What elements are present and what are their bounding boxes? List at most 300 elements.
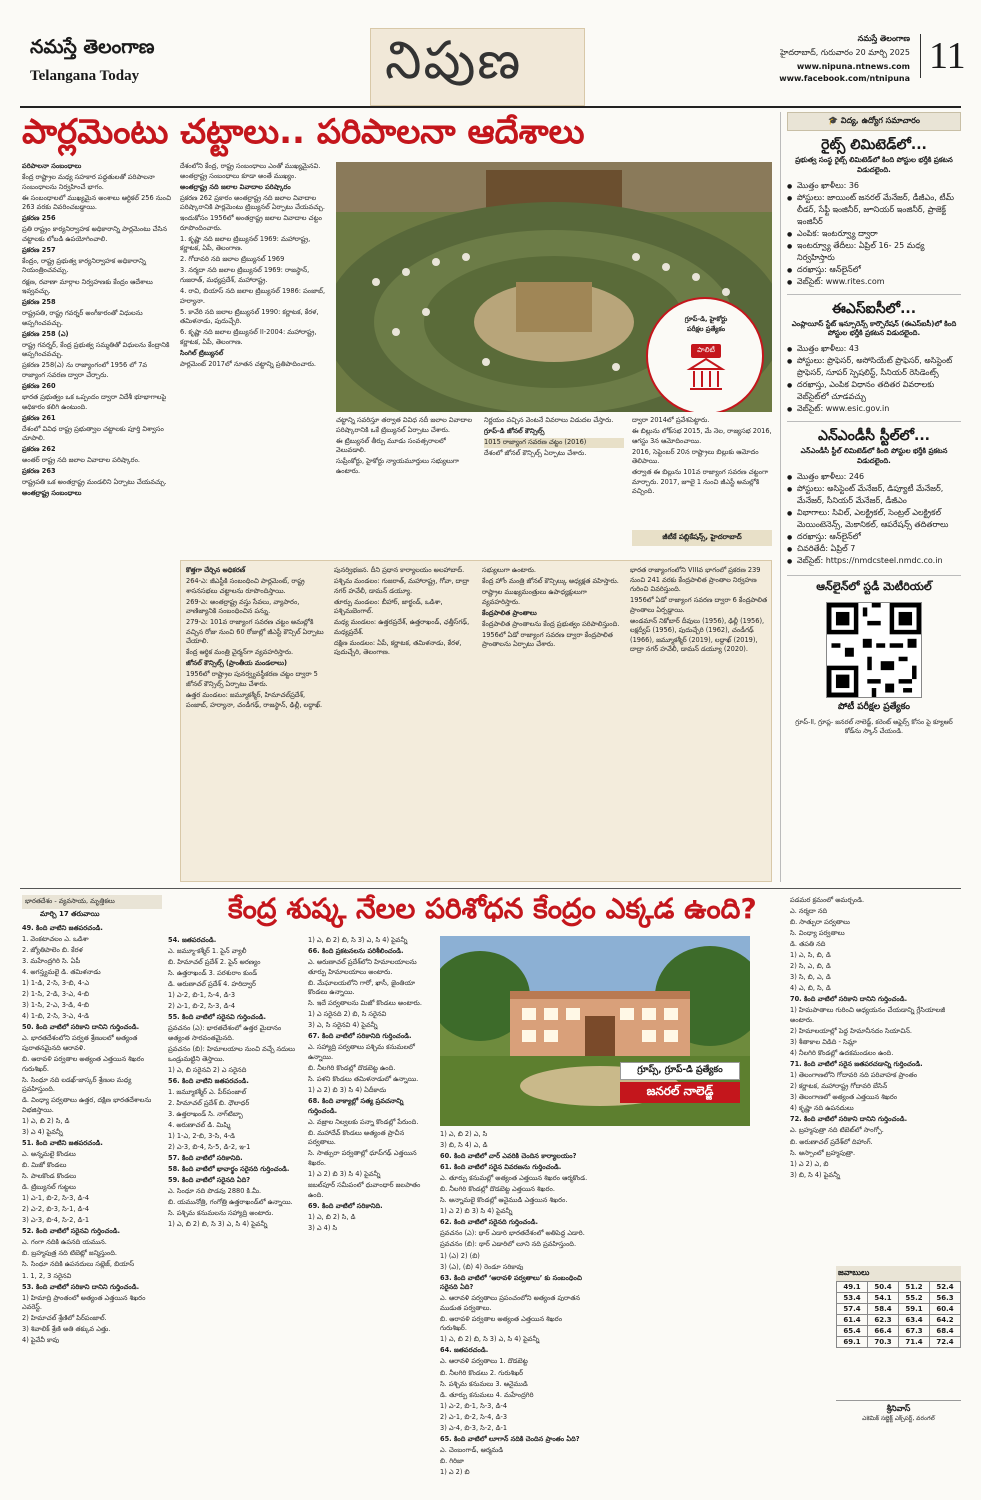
section-title: నిపుణ — [385, 31, 523, 91]
text-line: రాష్ట్రాల ముఖ్యమంత్రులు ఉపాధ్యక్షులుగా వ్యవహరిస్తారు. — [482, 588, 587, 606]
quiz-line: బి. నీలగిరి కొండలు 2. గురుశిఖర్ — [440, 1368, 524, 1377]
text-line: ప్రకరణ 258 (ఎ) — [22, 329, 69, 338]
list-item: ● మొత్తం ఖాళీలు: 36 — [787, 180, 961, 192]
article2-headline: కేంద్ర శుష్క నేలల పరిశోధన కేంద్రం ఎక్కడ ఉంది? — [228, 892, 757, 925]
quiz-line: 3) బి, సి 4) పైవన్నీ — [790, 1170, 840, 1179]
article1-sec2-col2 — [334, 566, 474, 878]
quiz-line: బి. నీలగిరి కొండల్లో దొడబెట్ట ఉంది. — [308, 1064, 396, 1073]
answer-cell: 58.4 — [868, 1304, 899, 1315]
job-title: ఎన్ఎండీసీ స్టీల్‌లో... — [817, 428, 930, 445]
quiz-line: బి. హిమాచల్ ప్రదేశ్ 2. పైన్ అరణ్యం — [168, 958, 261, 967]
dateline: హైదరాబాద్, గురువారం 20 మార్చి 2025 — [780, 48, 910, 57]
quiz-line: సి. వింధ్యా పర్వతాలు — [790, 929, 845, 938]
qr-note: గ్రూప్-ll, గ్రూప్ల- జనరల్ నాలెడ్జ్, కరెంట్ అఫైర్స్ కోసం పై క్యూఆర్ కోడ్‌ను స్కాన్ చేయండి. — [795, 717, 953, 735]
photo-badge-line2: జనరల్ నాలెడ్జ్ — [620, 1082, 740, 1103]
quiz-line: 65. కింది వాటిలో లూగాన్ నదికి చెందిన ప్రాంతం ఏది? — [440, 1434, 580, 1443]
text-line: కేంద్రం, రాష్ట్ర ప్రభుత్వ కార్యనిర్వాహక అధికారాన్ని నియంత్రించవచ్చు. — [22, 256, 146, 275]
text-line: 279-ఎ: 101వ రాజ్యాంగ సవరణ చట్టం అమల్లోకి వచ్చిన రోజు నుంచి 60 రోజుల్లో జీఎస్టీ కౌన్సిల్ ఏర్పాటు చేయాలి. — [186, 618, 324, 646]
text-line: ఇందుకోసం 1956లో అంతర్రాష్ట్ర జలాల వివాదాల చట్టం రూపొందించారు. — [180, 214, 322, 232]
text-line: సభ్యులుగా ఉంటారు. — [482, 566, 537, 574]
quiz-line: 3) సి, బి, ఎ, డి — [790, 973, 831, 982]
list-item: ● పోస్టులు: ప్రొఫెసర్, అసోసియేట్ ప్రొఫెసర్, అసిస్టెంట్ ప్రొఫెసర్, సూపర్ స్పెషలిస్ట్, సీనియర్ రెసిడెంట్స్ — [787, 355, 961, 379]
quiz-line: ఎ. సింధూ నది పొడవు 2880 కి.మీ. — [168, 1187, 262, 1196]
list-item: ● ఇంటర్వ్యూ తేదీలు: ఏప్రిల్ 16- 25 మధ్య నిర్వహిస్తారు — [787, 240, 961, 264]
qr-caption: పోటీ పరీక్షల ప్రత్యేకం — [838, 701, 910, 712]
qr-code-icon — [827, 603, 921, 697]
quiz-line: బి. అరుణాచల్ ప్రదేశ్‌లో దిహాంగ్. — [790, 1137, 873, 1146]
text-line: అంతర్రాష్ట్ర సంబంధాలు — [22, 489, 82, 498]
job-title: ఈఎస్ఐసీలో... — [831, 300, 917, 317]
answer-cell: 63.4 — [899, 1315, 930, 1326]
text-line: దేశంలో జోనల్ కౌన్సిల్స్ ఏర్పాటు చేశారు. — [484, 449, 587, 458]
quiz-line: 4. అగస్త్యమలై డి. తమిళనాడు — [22, 968, 101, 977]
quiz-line: 1) ఎ సరైనది 2) బి, సి సరైనవి — [308, 1010, 387, 1019]
job-intro: ఎన్ఎండీసీ స్టీల్ లిమిటెడ్‌లో కింది పోస్టుల భర్తీకి ప్రకటన విడుదలైంది. — [800, 447, 948, 465]
section-rule — [20, 888, 961, 889]
answer-cell: 57.4 — [837, 1304, 868, 1315]
research-centre-photo — [440, 936, 750, 1126]
quiz-line: 4) నీలగిరి కొండల్లో ఉదకమండలం ఉంది. — [790, 1049, 894, 1058]
job-title: రైట్స్ లిమిటెడ్‌లో... — [821, 137, 927, 153]
text-line: కేంద్ర రాష్ట్రాల మధ్య సహకార పద్ధతులతో పరిపాలనా సంబంధాలను నిర్వహించే భాగం. — [22, 173, 155, 191]
text-line: సుప్రీంకోర్టు, హైకోర్టు న్యాయమూర్తులు సభ్యులుగా ఉంటారు. — [336, 457, 459, 475]
subject-pill: పాలిటీ — [691, 344, 721, 358]
text-line: 1956లో ఏడో రాజ్యాంగ సవరణ ద్వారా కేంద్రపాలిత ప్రాంతాలను ఏర్పాటు చేశారు. — [482, 630, 613, 649]
quiz-line: 3. ఉత్తరాఖండ్ సి. నాగ్‌టిబ్బా — [168, 1109, 243, 1118]
quiz-col1 — [22, 924, 162, 1484]
list-item: ● చివరితేదీ: ఏప్రిల్ 7 — [787, 543, 961, 555]
quiz-line: 1) ఎ-2, బి-1, సి-3, డి-4 — [440, 1401, 508, 1410]
article1-col3 — [336, 416, 476, 544]
quiz-line: 64. జతపరచండి. — [440, 1346, 489, 1355]
job-block — [787, 428, 961, 567]
text-line: రాష్ట్ర గవర్నర్, కేంద్ర ప్రభుత్వ సమ్మతితో విధులను కేంద్రానికి అప్పగించవచ్చు. — [22, 340, 170, 359]
badge-line2: పరీక్షల ప్రత్యేకం — [686, 325, 726, 333]
text-line: దేశంలోని కేంద్ర, రాష్ట్ర సంబంధాలు ఎంతో ముఖ్యమైనవి. అంతర్రాష్ట్ర సంబంధాలు కూడా అంతే ముఖ్యం. — [180, 162, 321, 180]
job-intro: ఎంప్లాయీస్ స్టేట్ ఇన్సూరెన్స్ కార్పొరేషన్ (ఈఎస్ఐసీ)లో కింది పోస్టుల భర్తీకి ప్రకటన విడుదలైంది. — [791, 319, 957, 338]
quiz-line: ప్రవచనం (బి): థార్ ఎడారిలో లూని నది ప్రవహిస్తుంది. — [440, 1240, 577, 1249]
study-material-heading: ఆన్‌లైన్‌లో స్టడీ మెటీరియల్ — [787, 575, 961, 596]
quiz-line: 1) తెలంగాణలోని గోదావరి నది పరివాహక ప్రాంతం — [790, 1071, 918, 1080]
answer-cell: 61.4 — [837, 1315, 868, 1326]
quiz-line: 1) ఎ, బి 2) బి, సి 3) ఎ, సి 4) పైవన్నీ — [308, 936, 408, 944]
quiz-line: 56. కింది వాటిని జతపరచండి. — [168, 1076, 249, 1085]
quiz-line: సి. పశ్చిమ కనుమలు 3. ఆనైముడి — [440, 1379, 528, 1388]
quiz-line: 3) ఎ 4) పైవన్నీ — [22, 1127, 63, 1136]
quiz-col4 — [596, 1130, 756, 1484]
quiz-line: డి. తూర్పు కనుమలు 4. మహేంద్రగిరి — [440, 1390, 534, 1399]
quiz-line: ఎ. వజ్రాల నిల్వలకు పన్నా కొండల్లో పేరుంది. — [308, 1117, 419, 1126]
quiz-line: 3) ఎ-4, బి-3, సి-2, డి-1 — [440, 1423, 508, 1432]
text-line: ప్రకరణ 261 — [22, 413, 56, 422]
quiz-line: ఎ. సహ్యాద్రి పర్వతాలు పశ్చిమ కనుమలలో ఉన్నాయి. — [308, 1043, 415, 1062]
quiz-line: 68. కింది వాక్యాల్లో సత్య ప్రవచనాన్ని గుర్తించండి. — [308, 1097, 404, 1115]
quiz-col5 — [790, 896, 961, 1260]
text-line: రాష్ట్రపతి ఒక అంతర్రాష్ట్ర మండలిని ఏర్పాటు చేయవచ్చు. — [22, 478, 167, 487]
quiz-line: బి. ఆరావళి పర్వతాల అత్యంత ఎత్తయిన శిఖరం గురుశిఖర్. — [440, 1314, 563, 1333]
quiz-line: 3) శివాలిక్ శ్రేణి అతి తక్కువ ఎత్తు. — [22, 1325, 111, 1334]
quiz-line: 2. హిమాచల్ ప్రదేశ్ బి. ధౌలాధర్ — [168, 1098, 250, 1107]
text-line: దక్షిణ మండలం: ఏపీ, కర్ణాటక, తమిళనాడు, కేరళ, పుదుచ్చేరి, తెలంగాణ. — [334, 638, 462, 657]
section-logo-box — [370, 28, 585, 106]
quiz-line: 4) ఎ, బి, సి, డి — [790, 984, 831, 993]
quiz-line: 2) 1-సి, 2-డి, 3-ఎ, 4-బి — [22, 990, 90, 999]
quiz-col2b — [308, 936, 434, 1484]
quiz-line: 3) ఎ, సి సరైనవి 4) పైవన్నీ — [308, 1021, 378, 1030]
text-line: భారత రాజ్యాంగంలోని VIIIవ భాగంలో ప్రకరణ 239 నుంచి 241 వరకు కేంద్రపాలిత ప్రాంతాల నిర్వహణ గురించి వివరిస్తుంది. — [630, 566, 761, 594]
text-line: 269-ఎ: అంతర్రాష్ట్ర వస్తు సేవలు, వ్యాపారం, వాణిజ్యానికి సంబంధించిన పన్ను. — [186, 597, 300, 616]
quiz-line: 1) ఎ 2) బి 3) సి 4) ఏదీకాదు — [308, 1086, 387, 1095]
quiz-line: 66. కింది ప్రకటనలను పరిశీలించండి. — [308, 947, 404, 956]
job-details — [787, 343, 961, 415]
photo-badge — [620, 1062, 740, 1103]
text-line: రాష్ట్రపతి, రాష్ట్ర గవర్నర్ అంగీకారంతో విధులను అప్పగించవచ్చు. — [22, 309, 143, 327]
text-line: ప్రకరణ 257 — [22, 245, 56, 254]
website-link[interactable]: www.nipuna.ntnews.com — [796, 62, 910, 71]
text-line: 4. రావి, బియాస్ నది జలాల ట్రిబ్యునల్ 1986: పంజాబ్, హర్యానా. — [180, 287, 326, 305]
answer-cell: 64.2 — [930, 1315, 961, 1326]
quiz-line: 1) ఎ 2) బి 3) సి 4) పైవన్నీ — [308, 1170, 381, 1179]
quiz-line: ఎ. అన్నమలై కొండలు — [22, 1149, 76, 1158]
quiz-line: బి. ఆరావళి పర్వతాల అత్యంత ఎత్తయిన శిఖరం గురుశిఖర్. — [22, 1055, 145, 1073]
text-line: పశ్చిమ మండలం: గుజరాత్, మహారాష్ట్ర, గోవా, దాద్రా నగర్ హవేలీ, డామన్ డయ్యూ. — [334, 577, 470, 595]
quiz-line: బి. మహాదేవ్ కొండలు అత్యంత ప్రాచీన పర్వతాలు. — [308, 1128, 405, 1147]
text-line: ప్రకరణ 256 — [22, 214, 56, 223]
author-desc: ఎకెమిక్ సబ్జెక్ట్ ఎక్స్‌పర్ట్, వరంగల్ — [862, 1415, 935, 1422]
job-details — [787, 180, 961, 288]
answer-cell: 51.2 — [899, 1282, 930, 1293]
quiz-line: 1) ఎ-1, బి-2, సి-3, డి-4 — [22, 1194, 90, 1203]
list-item: ● పోస్టులు: అసిస్టెంట్ మేనేజర్, డిప్యూటీ మేనేజర్, మేనేజర్, సీనియర్ మేనేజర్, డీజీఎం — [787, 483, 961, 507]
answers-title: జవాబులు — [836, 1266, 961, 1281]
author-box — [836, 1400, 961, 1423]
text-line: జోనల్ కౌన్సిల్స్ (ప్రాంతీయ మండలాలు) — [186, 659, 288, 668]
answer-cell: 53.4 — [837, 1293, 868, 1304]
quiz-line: 4) కృష్ణా నది ఉపనదులు — [790, 1104, 854, 1113]
quiz-line: బి. సాత్పురా పర్వతాలు — [790, 918, 850, 927]
table-row — [837, 1304, 961, 1315]
article1-sec2-col1 — [186, 566, 326, 878]
answer-cell: 60.4 — [930, 1304, 961, 1315]
quiz-line: ఎ. చెంబంగాడ్, ఆర్మమడి — [440, 1445, 504, 1454]
list-item[interactable]: ● వెబ్‌సైట్: www.rites.com — [787, 276, 961, 288]
quiz-line: 58. కింది వాటిలో భావార్థం సరైనది గుర్తించండి. — [168, 1164, 290, 1173]
quiz-line: 1) ఎ 2) ఎ, బి — [790, 1159, 829, 1168]
quiz-line: 69. కింది వాటిలో సరికానిది. — [308, 1201, 383, 1210]
quiz-line: సి. ఉత్తరాఖండ్ 3. పరశురాం కుండ్ — [168, 969, 258, 978]
quiz-line: 2) సి, ఎ, బి, డి — [790, 962, 831, 971]
answer-cell: 71.4 — [899, 1337, 930, 1348]
table-row — [837, 1282, 961, 1293]
photo-badge-line1: గ్రూప్స్, గ్రూప్-డి ప్రత్యేకం — [620, 1062, 740, 1080]
quiz-line: 1) 1-ఎ, 2-బి, 3-సి, 4-డి — [168, 1131, 236, 1140]
answer-cell: 66.4 — [868, 1326, 899, 1337]
quiz-line: 4) 1-బి, 2-సి, 3-ఎ, 4-డి — [22, 1012, 90, 1021]
quiz-line: 1) ఎ, బి సరైనవి 2) ఎ సరైనది — [168, 1065, 247, 1074]
quiz-line: డి. వింధ్యా పర్వతాలు ఉత్తర, దక్షిణ భారతదేశాలను విభజిస్తాయి. — [22, 1096, 152, 1114]
job-block — [787, 301, 961, 416]
answer-cell: 68.4 — [930, 1326, 961, 1337]
quiz-line: 1) హిమపాతాలు గురించి అధ్యయనం చేయడాన్ని గ్లేసియాలజీ అంటారు. — [790, 1006, 946, 1025]
text-line: అండమాన్ నికోబార్ దీవులు (1956), ఢిల్లీ (1956), లక్షద్వీప్ (1956), పుదుచ్చేరి (1962), చండీగఢ్ (1966), జమ్మూకశ్మీర్ (2019), లద్దాఖ్ (2019), దాద్రా నగర్ హవేలీ, డామన్ డయ్యూ (2020). — [630, 616, 765, 654]
answer-cell: 62.3 — [868, 1315, 899, 1326]
quiz-line: 3) 1-సి, 2-ఎ, 3-డి, 4-బి — [22, 1001, 90, 1010]
article1-col1 — [22, 162, 172, 882]
list-item: ● విభాగాలు: సివిల్, ఎలక్ట్రికల్, సెంట్రల్ ఎలక్ట్రికల్ మెయింటెనెన్స్, మెకానికల్, ఆపరేషన్స్ తదితరాలు — [787, 507, 961, 531]
text-line: మధ్య మండలం: ఉత్తరప్రదేశ్, ఉత్తరాఖండ్, ఛత్తీస్‌గఢ్, మధ్యప్రదేశ్. — [334, 618, 470, 636]
list-item: ● దరఖాస్తు: ఆన్‌లైన్‌లో — [787, 264, 961, 276]
table-row — [837, 1337, 961, 1348]
quiz-line: 1) ఎ, బి 2) సి, డి — [308, 1212, 356, 1221]
text-line: 264-ఎ: జీఎస్టీకి సంబంధించి పార్లమెంట్, రాష్ట్ర శాసనసభలు చట్టాలను రూపొందిస్తాయి. — [186, 577, 305, 595]
text-line: ఈ బిల్లును లోక్‌సభ 2015, మే నెల, రాజ్యసభ 2016, ఆగస్టు 3న ఆమోదించాయి. — [632, 427, 772, 445]
quiz-line: 3) శీతాకాల విడిది - సిమ్లా — [790, 1038, 857, 1047]
article1-sec2-col3 — [482, 566, 622, 878]
quiz-line: 1. వెంకటాచలం ఎ. ఒడిశా — [22, 935, 89, 944]
text-line: గ్రూప్-డి జోనల్ కౌన్సిల్స్ — [484, 427, 545, 436]
quiz-line: పడమర క్రమంలో అమర్చండి. — [790, 896, 865, 904]
answers-table — [836, 1281, 961, 1348]
text-line: ఈ సంబంధాలలో ముఖ్యమైన అంశాలు ఆర్టికల్ 256 నుంచి 263 వరకు వివరించబడ్డాయి. — [22, 193, 172, 212]
text-line: 6. కృష్ణా నది జలాల ట్రిబ్యునల్ II-2004: మహారాష్ట్ర, కర్ణాటక, ఏపీ, తెలంగాణ. — [180, 328, 317, 346]
answer-cell: 50.4 — [868, 1282, 899, 1293]
quiz-line: 55. కింది వాటిలో సరైనవి గుర్తించండి. — [168, 1013, 267, 1022]
quiz-line: ప్రవచనం (ఎ): థార్ ఎడారి భారతదేశంలో అతిపెద్ద ఎడారి. — [440, 1229, 585, 1238]
text-line: ద్వారా 2014లో ప్రవేశపెట్టారు. — [632, 416, 710, 424]
text-line: ప్రకరణ 262 ప్రకారం అంతర్రాష్ట్ర నది జలాల వివాదాల పరిష్కారానికి పార్లమెంటు ట్రిబ్యునల్ ఏర్పాటు చేయవచ్చు. — [180, 193, 325, 212]
answer-cell: 54.1 — [868, 1293, 899, 1304]
quiz-line: 53. కింది వాటిలో సరికాని దానిని గుర్తించండి. — [22, 1282, 140, 1291]
answer-cell: 56.3 — [930, 1293, 961, 1304]
quiz-line: 1) (ఎ) 2) (బి) — [440, 1251, 480, 1260]
divider — [787, 421, 961, 422]
quiz-line: 2. జ్యోతిపాలెం బి. కేరళ — [22, 946, 83, 955]
answer-cell: 70.3 — [868, 1337, 899, 1348]
graduation-icon: 🎓 — [828, 116, 838, 125]
text-line: భారత ప్రభుత్వం ఒక ఒప్పందం ద్వారా విదేశీ భూభాగాలపై అధికారం కలిగి ఉంటుంది. — [22, 393, 167, 411]
quiz-line: 2) హిమాచల్ శ్రేణిలో పిర్‌పంజాల్. — [22, 1314, 107, 1323]
quiz-col2 — [168, 936, 302, 1484]
quiz-line: 61. కింది వాటిలో సరైన వివరణను గుర్తించండి. — [440, 1163, 562, 1172]
masthead-rule — [20, 106, 961, 108]
quiz-line: బి. బ్రహ్మపుత్ర నది టిబెట్లో జన్మిస్తుంది. — [22, 1249, 117, 1258]
badge-circle — [646, 297, 764, 412]
text-line: ప్రతి రాష్ట్రం కార్యనిర్వాహక అధికారాన్ని పార్లమెంటు చేసిన చట్టాలకు లోబడి ఉపయోగించాలి. — [22, 225, 167, 243]
answer-cell: 69.1 — [837, 1337, 868, 1348]
quiz-line: సి. పశ్చిమ కనుమలను సహ్యాద్రి అంటారు. — [168, 1209, 274, 1218]
building-icon — [686, 355, 726, 395]
text-line: దేశంలో వివిధ రాష్ట్ర ప్రభుత్వాల చట్టాలకు పూర్తి విశ్వాసం చూపాలి. — [22, 424, 164, 443]
quiz-line: 2) ఎ-2, బి-3, సి-1, డి-4 — [22, 1205, 90, 1214]
parliament-photo — [336, 162, 772, 412]
masthead — [20, 28, 966, 108]
quiz-line: 3) బి, సి 4) ఎ, డి — [440, 1141, 488, 1150]
quiz-line: 60. కింది వాటిలో చార్ ఎవరికి చెందిన కార్యాలయం? — [440, 1152, 577, 1161]
list-item[interactable]: ● వెబ్‌సైట్: www.esic.gov.in — [787, 403, 961, 415]
quiz-line: 3) (ఎ), (బి) 4) రెండూ సరికావు — [440, 1262, 524, 1271]
quiz-line: 3) ఎ-3, బి-4, సి-2, డి-1 — [22, 1216, 90, 1225]
text-line: ప్రకరణ 263 — [22, 467, 56, 476]
quiz-line: ఎ. భారతదేశంలోని పర్వత శ్రేణులలో అత్యంత పురాతనమైనది ఆరావళి. — [22, 1034, 138, 1053]
quiz-line: ప్రవచనం (ఎ): భారతదేశంలో ఉత్తర మైదానం అత్యంత సారవంతమైనది. — [168, 1024, 282, 1042]
quiz-line: 62. కింది వాటిలో సరైనది గుర్తించండి. — [440, 1218, 539, 1227]
quiz-line: 2) కర్ణాటక, మహారాష్ట్ర గోదావరి బేసిన్ — [790, 1082, 888, 1091]
divider — [787, 294, 961, 295]
job-block — [787, 137, 961, 288]
quiz-line: ఎ. ఆరావళి పర్వతాలు ప్రపంచంలోని అత్యంత పురాతన ముడుత పర్వతాలు. — [440, 1294, 580, 1312]
answer-cell: 49.1 — [837, 1282, 868, 1293]
quiz-line: ఎ. నర్మదా నది — [790, 907, 828, 916]
quiz-line: 1) ఎ 2) బి 3) సి 4) పైవన్నీ — [440, 1207, 513, 1216]
quiz-line: 4) పైవేవీ కావు — [22, 1336, 60, 1345]
quiz-line: సి. సింధూ నది లడఖ్-జాస్కర్ శ్రేణుల మధ్య ప్రవహిస్తుంది. — [22, 1075, 132, 1094]
quiz-line: 72. కింది వాటిలో సరికాని దానిని గుర్తించండి. — [790, 1115, 908, 1124]
quiz-line: 2) ఎ-1, బి-2, సి-3, డి-4 — [168, 1002, 236, 1011]
partner-logo: Telangana Today — [30, 68, 140, 84]
job-details — [787, 471, 961, 567]
quiz-line: 1) ఎ-2, బి-1, సి-4, డి-3 — [168, 991, 236, 1000]
list-item: ● మొత్తం ఖాళీలు: 246 — [787, 471, 961, 483]
answer-cell: 65.4 — [837, 1326, 868, 1337]
quiz-line: 1) ఎ, బి 2) ఎ, సి — [440, 1130, 488, 1138]
quiz-line: 51. కింది వాటిని జతపరచండి. — [22, 1138, 103, 1147]
quiz-line: 71. కింది వాటిలో సరైన జతపరచడాన్ని గుర్తించండి. — [790, 1060, 923, 1069]
quiz-line: 3. మహేంద్రగిరి సి. ఏపీ — [22, 957, 81, 966]
quiz-line: 1. 1, 2, 3 సరైనవి — [22, 1271, 72, 1280]
quiz-line: 59. కింది వాటిలో సరైనది ఏది? — [168, 1176, 251, 1185]
text-line: ప్రకరణ 260 — [22, 381, 56, 390]
quiz-line: ఎ. గంగా నదికి ఉపనది యమున. — [22, 1238, 107, 1247]
quiz-line: సి. అన్నామలై కొండల్లో ఆనైముడి ఎత్తయిన శిఖరం. — [440, 1196, 568, 1205]
table-row — [837, 1326, 961, 1337]
table-row — [837, 1315, 961, 1326]
badge-line1: గ్రూప్-డి, హైకోర్టు — [684, 315, 728, 323]
quiz-line: ఎ. బ్రహ్మపుత్రా నది టిబెట్‌లో సాంగ్పో. — [790, 1126, 884, 1135]
list-item: ● పోస్టులు: జాయింట్ జనరల్ మేనేజర్, డీజీఎం, టీమ్ లీడర్, సేఫ్టీ ఇంజినీర్, జూనియర్ ఇంజినీర్, ప్రాజెక్ట్ ఇంజినీర్ — [787, 192, 961, 228]
quiz-line: సి. సింధూ నదికి ఉపనదులు సట్లెజ్, బియాస్ — [22, 1260, 135, 1269]
text-line: ఈ ట్రిబ్యునల్ తీర్పు మూడు సంవత్సరాలలో వెలువడాలి. — [336, 436, 446, 455]
text-line: కేంద్ర ఆర్థిక మంత్రి చైర్మన్‌గా వ్యవహరిస్తారు. — [186, 648, 294, 657]
quiz-line: బి. యమునోత్రి, గంగోత్రి ఉత్తరాఖండ్‌లో ఉన్నాయి. — [168, 1198, 293, 1207]
right-brand: నమస్తే తెలంగాణ — [857, 34, 910, 43]
text-line: 5. కావేరి నది జలాల ట్రిబ్యునల్ 1990: కర్ణాటక, కేరళ, తమిళనాడు, పుదుచ్చేరి. — [180, 307, 319, 326]
text-line: చట్టాన్ని సవరిస్తూ తర్వాత వివిధ నదీ జలాల వివాదాల పరిష్కారానికి ఒకే ట్రిబ్యునల్ ఏర్పాటు చేశారు. — [336, 416, 473, 434]
text-line: ప్రకరణ 258 — [22, 298, 56, 307]
quiz-line: 1) ఎ, సి, బి, డి — [790, 951, 831, 960]
article2-label: భారతదేశం - వ్యవసాయ, మృత్తికలు — [22, 895, 162, 909]
text-line: ప్రకరణ 262 — [22, 445, 56, 454]
quiz-line: 54. జతపరచండి. — [168, 936, 217, 944]
text-line: 1956లో రాష్ట్రాల పునర్వ్యవస్థీకరణ చట్టం ద్వారా 5 జోనల్ కౌన్సిల్స్ ఏర్పాటు చేశారు. — [186, 670, 318, 689]
quiz-line: 3) ఎ 4) సి — [308, 1223, 338, 1232]
quiz-line: బి. మేఘాలయలోని గారో, ఖాసీ, జైంతియా కొండలు ఉన్నాయి. — [308, 978, 416, 997]
text-line: 1956లో ఏడో రాజ్యాంగ సవరణ ద్వారా 6 కేంద్రపాలిత ప్రాంతాలు ఏర్పడ్డాయి. — [630, 596, 768, 614]
quiz-line: సి. సాత్పురా పర్వతాల్లో ధూప్‌గఢ్ ఎత్తయిన శిఖరం. — [308, 1149, 417, 1167]
sidebar-header — [787, 112, 961, 131]
text-line: 1015 రాజ్యాంగ సవరణ చట్టం (2016) — [484, 438, 624, 448]
list-item: ● దరఖాస్తు, ఎంపిక విధానం తదితర వివరాలకు వెబ్‌సైట్‌లో చూడవచ్చు — [787, 379, 961, 403]
job-intro: ప్రభుత్వ సంస్థ రైట్స్ లిమిటెడ్‌లో కింది పోస్టుల భర్తీకి ప్రకటన విడుదలైంది. — [795, 156, 953, 174]
quiz-line: ఎ. తూర్పు కనుమల్లో అత్యంత ఎత్తయిన శిఖరం ఆర్మకొండ. — [440, 1174, 588, 1183]
answer-cell: 55.2 — [899, 1293, 930, 1304]
quiz-line: 1) హిమాద్రి ప్రాంతంలో అత్యంత ఎత్తయిన శిఖరం ఎవరెస్ట్. — [22, 1293, 146, 1312]
answer-key — [836, 1266, 961, 1348]
quiz-line: బి. గిరిజా — [440, 1456, 464, 1465]
answer-cell: 72.4 — [930, 1337, 961, 1348]
text-line: పార్లమెంట్ 2017లో నూతన చట్టాన్ని ప్రతిపాదించారు. — [180, 359, 316, 368]
quiz-line: ఎ. జమ్మూ-కశ్మీర్ 1. పైన్ వ్యాలీ — [168, 947, 247, 956]
quiz-line: డి. తపతి నది — [790, 940, 826, 949]
quiz-line: 1) 1-డి, 2-సి, 3-బి, 4-ఎ — [22, 979, 90, 988]
quiz-line: 70. కింది వాటిలో సరికాని దానిని గుర్తించండి. — [790, 995, 908, 1004]
quiz-line: డి. ట్రిబ్యునల్ గుట్టలు — [22, 1183, 76, 1192]
quiz-line: 2) హిమాలయాల్లో పెద్ద హిమానీనదం సియాచిన్. — [790, 1027, 913, 1036]
quiz-line: 49. కింది వాటిని జతపరచండి. — [22, 924, 103, 932]
text-line: 2. గోదావరి నది జలాల ట్రిబ్యునల్ 1969 — [180, 255, 285, 264]
article1-col2 — [180, 162, 328, 582]
quiz-line: సి. అస్సాంలో బ్రహ్మపుత్రా. — [790, 1148, 856, 1157]
quiz-line: బి. నీలగిరి కొండల్లో దొడబెట్ట ఎత్తయిన శిఖరం. — [440, 1185, 555, 1194]
text-line: కేంద్రపాలిత ప్రాంతాలు — [482, 608, 537, 617]
quiz-line: ఎ. అరుణాచల్ ప్రదేశ్‌లోని హిమాలయాలను తూర్పు హిమాలయాలు అంటారు. — [308, 958, 417, 976]
list-item[interactable]: ● వెబ్‌సైట్: https://nmdcsteel.nmdc.co.in — [787, 555, 961, 567]
quiz-line: 1) ఎ, బి 2) బి, సి 3) ఎ, సి 4) పైవన్నీ — [168, 1220, 268, 1229]
text-line: 3. నర్మదా నది జలాల ట్రిబ్యునల్ 1969: రాజస్థాన్, గుజరాత్, మధ్యప్రదేశ్, మహారాష్ట్ర. — [180, 266, 310, 285]
answer-cell: 59.1 — [899, 1304, 930, 1315]
text-line: పరిపాలనా సంబంధాలు — [22, 162, 82, 170]
text-line: నిర్ణయం వచ్చిన వెంటనే వివరాలు విడుదల చేస్తారు. — [484, 416, 614, 424]
text-line: 1. కృష్ణా నది జలాల ట్రిబ్యునల్ 1969: మహారాష్ట్ర, కర్ణాటక, ఏపీ, తెలంగాణ. — [180, 234, 311, 253]
answer-cell: 52.4 — [930, 1282, 961, 1293]
qr-code[interactable] — [826, 602, 922, 698]
article1-col5 — [632, 416, 772, 528]
text-line: ప్రకరణ 258(ఎ) ను రాజ్యాంగంలో 1956 లో 7వ రాజ్యాంగ సవరణ ద్వారా చేర్చారు. — [22, 361, 148, 379]
text-line: కేంద్ర హోం మంత్రి జోనల్ కౌన్సిల్కు అధ్యక్షత వహిస్తారు. — [482, 577, 619, 586]
article1-sec2-col4 — [630, 566, 768, 878]
quiz-line: 1) ఎ, బి 2) బి, సి 3) ఎ, సి 4) పైవన్నీ — [440, 1335, 540, 1344]
text-line: కొత్తగా చేర్చిన అధికరణ్ — [186, 566, 246, 574]
page-number: 11 — [920, 34, 966, 78]
quiz-line: 3) తెలంగాణలో అత్యంత ఎత్తయిన శిఖరం — [790, 1093, 898, 1102]
text-line: కేంద్రపాలిత ప్రాంతాలను కేంద్ర ప్రభుత్వం పరిపాలిస్తుంది. — [482, 619, 620, 628]
quiz-line: డి. అరుణాచల్ ప్రదేశ్ 4. హరిద్వార్ — [168, 980, 256, 989]
quiz-line: 63. కింది వాటిలో ‘ఆరావళి పర్వతాలు’ కు సంబంధించి సరైనది ఏది? — [440, 1273, 582, 1292]
text-line: అంతర్రాష్ట్ర నది జలాల వివాదాల పరిష్కారం — [180, 182, 291, 191]
newspaper-logo: నమస్తే తెలంగాణ — [30, 36, 155, 58]
table-row — [837, 1293, 961, 1304]
article1-col4 — [484, 416, 624, 544]
sidebar-header-label: విద్య, ఉద్యోగ సమాచారం — [840, 116, 920, 125]
facebook-link[interactable]: www.facebook.com/ntnipuna — [779, 74, 910, 83]
article1-headline: పార్లమెంటు చట్టాలు.. పరిపాలనా ఆదేశాలు — [22, 112, 585, 152]
quiz-line: ప్రవచనం (బి): హిమాలయాల నుంచి వచ్చే నదులు ఒండ్రుమట్టిని తెస్తాయి. — [168, 1044, 296, 1063]
text-line: తూర్పు మండలం: బీహార్, జార్ఖండ్, ఒడిశా, పశ్చిమబెంగాల్. — [334, 597, 443, 616]
text-line: అంతర్ రాష్ట్ర నది జలాల వివాదాల పరిష్కారం. — [22, 456, 141, 465]
quiz-line: 50. కింది వాటిలో సరికాని దానిని గుర్తించండి. — [22, 1023, 140, 1032]
quiz-line: 1) ఎ, బి 2) సి, డి — [22, 1116, 70, 1125]
text-line: రక్షణ, రవాణా మార్గాల నిర్వహణకు కేంద్రం ఆదేశాలు ఇవ్వవచ్చు. — [22, 277, 153, 296]
quiz-line: 67. కింది వాటిలో సరికానిది గుర్తించండి. — [308, 1032, 412, 1041]
quiz-line: 4. అరుణాచల్ డి. మిష్మి — [168, 1120, 231, 1129]
text-line: ఉత్తర మండలం: జమ్మూకశ్మీర్, హిమాచల్‌ప్రదేశ్, పంజాబ్, హర్యానా, చండీగఢ్, రాజస్థాన్, ఢిల్లీ, లద్దాఖ్. — [186, 691, 323, 709]
quiz-line: జబల్‌పూర్ సమీపంలో ధువాంధార్ జలపాతం ఉంది. — [308, 1181, 421, 1199]
list-item: ● దరఖాస్తు: ఆన్‌లైన్‌లో — [787, 531, 961, 543]
quiz-line: 57. కింది వాటిలో సరికానిది. — [168, 1153, 243, 1162]
jobs-sidebar — [780, 112, 961, 882]
quiz-line: సి. పళని కొండలు తమిళనాడులో ఉన్నాయి. — [308, 1075, 419, 1084]
quiz-line: 1) ఎ 2) బి — [440, 1467, 470, 1476]
quiz-line: 52. కింది వాటిలో సరైనవి గుర్తించండి. — [22, 1227, 121, 1236]
